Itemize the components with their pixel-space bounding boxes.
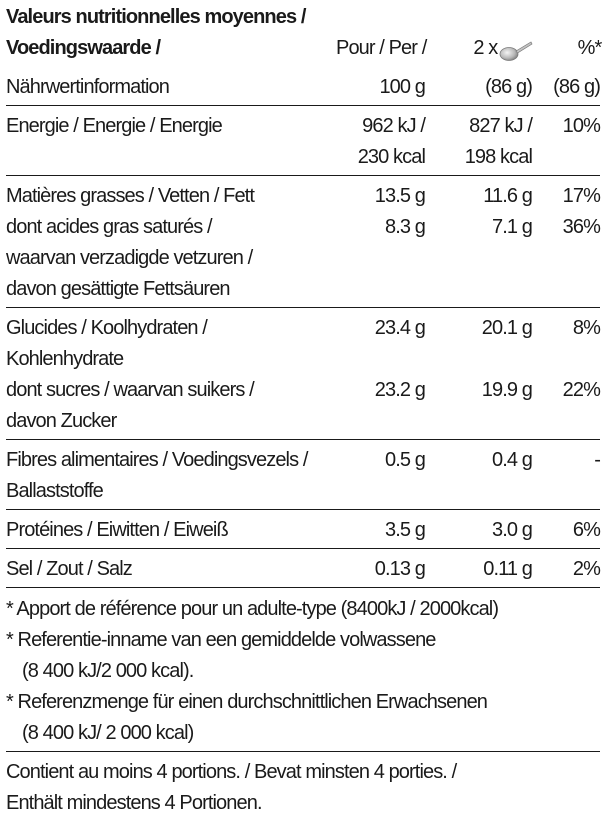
row-ri: 22% (562, 379, 600, 401)
divider (6, 587, 600, 588)
row-ri: 10% (562, 115, 600, 137)
row-per100: 23.2 g (374, 379, 425, 401)
row-saturates (6, 212, 600, 305)
row-ri: 36% (562, 216, 600, 238)
row-serving: 0.11 g (483, 558, 532, 580)
footnotes (6, 592, 600, 749)
divider (6, 751, 600, 752)
row-ri: 8% (572, 317, 600, 339)
row-per100: 0.5 g (385, 449, 425, 471)
divider (6, 105, 600, 106)
portions-line-2: Enthält mindestens 4 Portionen. (6, 792, 262, 814)
row-ri: 6% (572, 519, 600, 541)
row-fat (6, 180, 600, 212)
row-per100: 962 kJ / (362, 115, 425, 137)
row-protein (6, 514, 600, 546)
row-label-de: davon Zucker (6, 410, 117, 432)
col-serving-label (426, 33, 533, 72)
row-serving: 827 kJ / (469, 115, 532, 137)
row-serving: 11.6 g (483, 185, 532, 207)
row-label: dont sucres / waarvan suikers / (6, 379, 254, 401)
row-label: Matières grasses / Vetten / Fett (6, 185, 254, 207)
row-label: dont acides gras saturés / (6, 216, 212, 238)
divider (6, 439, 600, 440)
divider (6, 307, 600, 308)
row-label-de: Kohlenhydrate (6, 348, 124, 370)
row-label: Sel / Zout / Salz (6, 558, 132, 580)
col-per-label: Pour / Per / (336, 37, 427, 59)
portions-note (6, 756, 600, 819)
footnote-nl: * Referentie-inname van een gemiddelde volwassene (6, 629, 436, 651)
row-per100: 23.4 g (374, 317, 425, 339)
col-serving-unit: (86 g) (485, 76, 532, 98)
row-serving: 20.1 g (481, 317, 532, 339)
title-de: Nährwertinformation (6, 76, 169, 98)
table-header (6, 2, 600, 103)
row-per100-kcal: 230 kcal (357, 146, 425, 168)
col-ri-label: %* (577, 37, 602, 59)
row-salt (6, 553, 600, 585)
row-ri: - (594, 449, 600, 471)
row-ri: 17% (562, 185, 600, 207)
footnote-fr: * Apport de référence pour un adulte-type (8400kJ / 2000kcal) (6, 598, 499, 620)
row-serving: 0.4 g (492, 449, 532, 471)
col-per-unit: 100 g (379, 76, 425, 98)
portions-line-1: Contient au moins 4 portions. / Bevat minsten 4 porties. / (6, 761, 457, 783)
row-label: Glucides / Koolhydraten / (6, 317, 207, 339)
col-serving-count: 2 x (473, 37, 498, 59)
footnote-de-values: (8 400 kJ/ 2 000 kcal) (22, 722, 194, 744)
col-ri-unit: (86 g) (553, 76, 600, 98)
row-per100: 13.5 g (374, 185, 425, 207)
row-per100: 8.3 g (385, 216, 425, 238)
row-sugars (6, 375, 600, 437)
row-serving: 7.1 g (492, 216, 532, 238)
row-fibre (6, 444, 600, 507)
row-carbohydrates (6, 312, 600, 375)
row-label-de: davon gesättigte Fettsäuren (6, 278, 230, 300)
row-label: Energie / Energie / Energie (6, 115, 222, 137)
divider (6, 175, 600, 176)
divider (6, 509, 600, 510)
divider (6, 548, 600, 549)
nutrition-label (6, 0, 600, 819)
row-serving-kcal: 198 kcal (464, 146, 532, 168)
spoon-icon (499, 40, 533, 72)
footnote-de: * Referenzmenge für einen durchschnittlichen Erwachsenen (6, 691, 488, 713)
row-energy (6, 110, 600, 173)
row-per100: 3.5 g (385, 519, 425, 541)
title-nl: Voedingswaarde / (6, 37, 161, 59)
row-serving: 19.9 g (481, 379, 532, 401)
row-label: Protéines / Eiwitten / Eiweiß (6, 519, 228, 541)
row-label: Fibres alimentaires / Voedingsvezels / (6, 449, 308, 471)
footnote-nl-values: (8 400 kJ/2 000 kcal). (22, 660, 194, 682)
row-per100: 0.13 g (374, 558, 425, 580)
row-label-de: Ballaststoffe (6, 480, 103, 502)
title-fr: Valeurs nutritionnelles moyennes / (6, 6, 306, 28)
row-serving: 3.0 g (492, 519, 532, 541)
row-ri: 2% (572, 558, 600, 580)
row-label-nl: waarvan verzadigde vetzuren / (6, 247, 253, 269)
